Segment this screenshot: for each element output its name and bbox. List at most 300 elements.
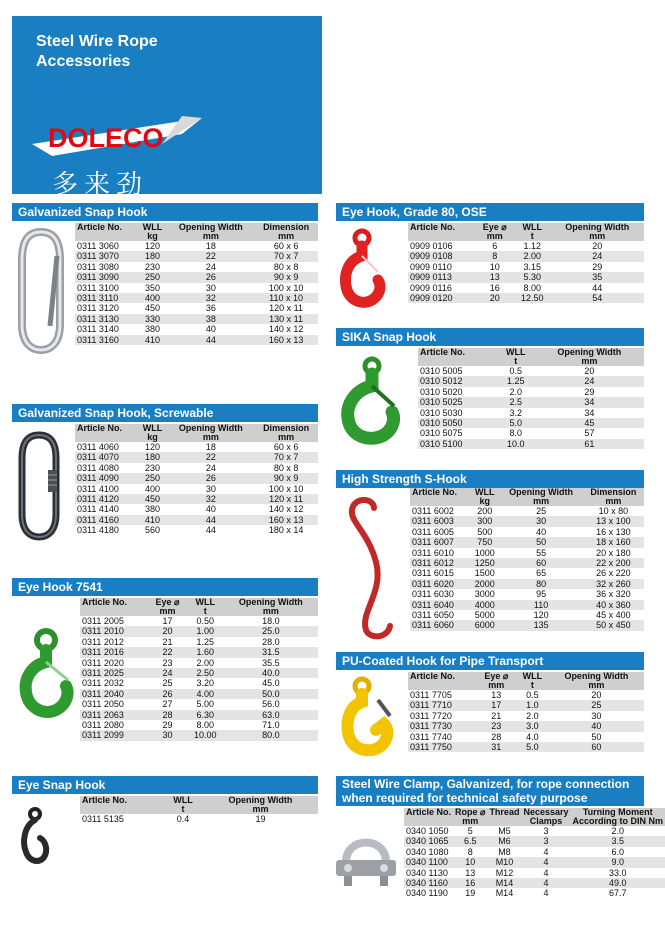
table-row [80,699,318,709]
spec-value: 1500 [470,568,499,578]
spec-value: 34 [535,397,644,407]
spec-value: 24 [168,262,255,272]
table-eye-hook-grade-80 [408,223,644,303]
spec-value: 29 [535,387,644,397]
spec-value: 2.00 [187,658,224,668]
article-number: 0311 2016 [80,647,148,657]
article-number: 0311 6010 [410,548,470,558]
table-row [75,494,318,504]
spec-value: 29 [148,720,187,730]
header-row [75,424,318,442]
spec-value: 95 [499,589,582,599]
header-row [418,348,644,366]
article-number: 0311 7720 [408,711,477,721]
table-row [75,504,318,514]
spec-value: 18 [168,442,255,452]
article-number: 0311 7705 [408,690,477,700]
article-number: 0311 4180 [75,525,138,535]
spec-value: 160 x 13 [254,515,318,525]
table-row [404,836,665,846]
brand-block [12,16,322,200]
spec-value: 20 [148,626,187,636]
table-row [75,272,318,282]
spec-value: 22 [148,647,187,657]
spec-value: 80 x 8 [254,262,318,272]
article-number: 0310 5075 [418,428,497,438]
table-row [404,868,665,878]
article-number: 0311 6003 [410,516,470,526]
screwable-snap-hook-image [14,430,64,542]
spec-value: 1.25 [497,376,535,386]
spec-value: 24 [148,668,187,678]
spec-value: M14 [487,888,521,898]
section-title: Galvanized Snap Hook [12,203,318,221]
table-row [408,241,644,251]
spec-value: 13 [475,272,513,282]
spec-value: 5 [453,826,487,836]
table-row [75,262,318,272]
table-row [410,589,644,599]
table-row [404,878,665,888]
spec-value: 0.5 [497,366,535,376]
table-row [418,376,644,386]
spec-value: 3.2 [497,408,535,418]
column-header: Dimension mm [254,223,318,241]
table-body [408,241,644,303]
spec-value: 80 x 8 [254,463,318,473]
header-row [410,488,644,506]
spec-value: 38 [168,314,255,324]
article-number: 0311 3110 [75,293,138,303]
column-header: WLL kg [138,223,168,241]
article-number: 0311 7730 [408,721,477,731]
spec-value: 67.7 [571,888,665,898]
article-number: 0311 6005 [410,527,470,537]
spec-value: 17 [148,616,187,626]
spec-value: 5.00 [187,699,224,709]
table-row [410,548,644,558]
section-title: PU-Coated Hook for Pipe Transport [336,652,644,670]
section-title: Eye Snap Hook [12,776,318,794]
table-row [408,251,644,261]
spec-value: 23 [477,721,516,731]
table-row [75,525,318,535]
column-header: Opening Width mm [550,223,644,241]
spec-value: 100 x 10 [254,484,318,494]
table-row [408,742,644,752]
article-number: 0310 5100 [418,439,497,449]
spec-value: 300 [470,516,499,526]
spec-value: 80 [499,579,582,589]
table-row [404,847,665,857]
article-number: 0340 1065 [404,836,453,846]
table-row [75,251,318,261]
table-row [410,620,644,630]
column-header: Article No. [75,424,138,442]
spec-value: 1.25 [187,637,224,647]
article-number: 0311 3140 [75,324,138,334]
column-header: Opening Width mm [499,488,582,506]
spec-value: 25.0 [224,626,318,636]
spec-value: 20 [475,293,513,303]
spec-value: 4 [521,847,570,857]
table-row [75,335,318,345]
spec-value: 50.0 [224,689,318,699]
spec-value: 28 [148,710,187,720]
spec-value: M6 [487,836,521,846]
article-number: 0909 0108 [408,251,475,261]
article-number: 0311 6012 [410,558,470,568]
table-row [75,484,318,494]
table-body [404,826,665,899]
spec-value: 4.0 [516,732,549,742]
spec-value: 180 x 14 [254,525,318,535]
table-row [404,857,665,867]
spec-value: 410 [138,335,168,345]
spec-value: 8.00 [187,720,224,730]
table-row [408,293,644,303]
spec-value: 180 [138,452,168,462]
spec-value: 410 [138,515,168,525]
article-number: 0340 1080 [404,847,453,857]
column-header: Dimension mm [583,488,644,506]
spec-value: 32 [168,494,255,504]
column-header: Opening Width mm [224,598,318,616]
table-galvanized-snap-hook [75,223,318,345]
article-number: 0340 1160 [404,878,453,888]
svg-text:DOLECO: DOLECO [48,123,164,153]
spec-value: 2.0 [571,826,665,836]
spec-value: 4.00 [187,689,224,699]
spec-value: 60 [499,558,582,568]
table-body [80,616,318,741]
article-number: 0311 3100 [75,283,138,293]
article-number: 0311 2040 [80,689,148,699]
spec-value: 25 [549,700,644,710]
spec-value: 750 [470,537,499,547]
table-high-strength-s-hook [410,488,644,631]
spec-value: 23 [148,658,187,668]
sika-snap-hook-image [338,356,404,448]
spec-value: 80.0 [224,730,318,740]
spec-value: 4000 [470,600,499,610]
spec-value: 56.0 [224,699,318,709]
spec-value: 36 [168,303,255,313]
spec-value: 6.5 [453,836,487,846]
table-row [410,527,644,537]
spec-value: 1.0 [516,700,549,710]
column-header: Opening Width mm [168,424,255,442]
section-high-strength-s-hook [336,470,644,488]
table-row [75,283,318,293]
spec-value: 30 [168,283,255,293]
article-number: 0340 1130 [404,868,453,878]
article-number: 0311 3070 [75,251,138,261]
spec-value: 55 [499,548,582,558]
article-number: 0311 6020 [410,579,470,589]
spec-value: 120 [138,442,168,452]
spec-value: 17 [477,700,516,710]
table-row [75,442,318,452]
spec-value: 45 x 400 [583,610,644,620]
snap-hook-image [12,226,70,356]
table-row [80,720,318,730]
spec-value: 140 x 12 [254,324,318,334]
table-row [80,616,318,626]
table-row [80,637,318,647]
spec-value: 16 [453,878,487,888]
table-row [418,397,644,407]
spec-value: 13 x 100 [583,516,644,526]
spec-value: 6.0 [571,847,665,857]
section-eye-snap-hook [12,776,318,794]
article-number: 0311 2010 [80,626,148,636]
spec-value: 26 x 220 [583,568,644,578]
column-header: WLL t [516,672,549,690]
spec-value: 4 [521,868,570,878]
spec-value: 57 [535,428,644,438]
spec-value: 400 [138,484,168,494]
section-title: High Strength S-Hook [336,470,644,488]
spec-value: 71.0 [224,720,318,730]
spec-value: 40 [168,504,255,514]
spec-value: 33.0 [571,868,665,878]
spec-value: 8.00 [514,283,551,293]
spec-value: 16 x 130 [583,527,644,537]
column-header: Dimension mm [254,424,318,442]
spec-value: 65 [499,568,582,578]
article-number: 0311 6002 [410,506,470,516]
spec-value: 22 [168,251,255,261]
article-number: 0909 0110 [408,262,475,272]
spec-value: 330 [138,314,168,324]
article-number: 0311 4120 [75,494,138,504]
column-header: Opening Width mm [168,223,255,241]
table-row [75,293,318,303]
table-row [410,600,644,610]
column-header: Opening Width mm [203,796,318,814]
eye-hook-green-image [16,628,76,720]
spec-value: 16 [475,283,513,293]
spec-value: 44 [168,525,255,535]
spec-value: 3.5 [571,836,665,846]
section-sika-snap-hook [336,328,644,346]
table-row [75,463,318,473]
header-row [80,598,318,616]
table-eye-snap-hook [80,796,318,824]
spec-value: 400 [138,293,168,303]
spec-value: 35.5 [224,658,318,668]
article-number: 0311 4070 [75,452,138,462]
spec-value: 135 [499,620,582,630]
header-row [75,223,318,241]
eye-snap-hook-image [20,806,50,868]
table-row [80,730,318,740]
table-row [410,516,644,526]
table-row [80,689,318,699]
spec-value: 28.0 [224,637,318,647]
spec-value: 8 [453,847,487,857]
pu-coated-hook-image [340,676,396,762]
table-row [408,732,644,742]
article-number: 0310 5025 [418,397,497,407]
spec-value: 21 [477,711,516,721]
spec-value: 24 [550,251,644,261]
spec-value: 24 [535,376,644,386]
section-eye-hook-7541 [12,578,318,596]
column-header: Article No. [408,672,477,690]
table-row [80,658,318,668]
spec-value: 250 [138,473,168,483]
article-number: 0311 5135 [80,814,163,824]
table-row [410,558,644,568]
table-row [418,387,644,397]
spec-value: 160 x 13 [254,335,318,345]
column-header: Eye ⌀ mm [477,672,516,690]
spec-value: 200 [470,506,499,516]
spec-value: M14 [487,878,521,888]
spec-value: 2.00 [514,251,551,261]
spec-value: 0.50 [187,616,224,626]
column-header: Article No. [408,223,475,241]
table-row [75,241,318,251]
spec-value: 10.00 [187,730,224,740]
spec-value: 500 [470,527,499,537]
spec-value: 61 [535,439,644,449]
spec-value: 44 [168,515,255,525]
spec-value: M12 [487,868,521,878]
table-row [80,668,318,678]
spec-value: 18.0 [224,616,318,626]
article-number: 0909 0116 [408,283,475,293]
spec-value: 18 x 160 [583,537,644,547]
spec-value: 13 [453,868,487,878]
section-steel-wire-clamp [336,776,644,806]
article-number: 0311 2080 [80,720,148,730]
table-body [410,506,644,631]
spec-value: 45 [535,418,644,428]
article-number: 0909 0120 [408,293,475,303]
spec-value: 3.15 [514,262,551,272]
table-row [410,579,644,589]
table-steel-wire-clamp [404,808,665,899]
article-number: 0311 2005 [80,616,148,626]
spec-value: 450 [138,494,168,504]
article-number: 0310 5030 [418,408,497,418]
section-pu-coated-hook [336,652,644,670]
article-number: 0311 7710 [408,700,477,710]
spec-value: 25 [148,678,187,688]
spec-value: 10 [453,857,487,867]
table-row [418,428,644,438]
spec-value: 40 x 360 [583,600,644,610]
table-row [75,324,318,334]
spec-value: 2000 [470,579,499,589]
header-row [408,672,644,690]
eye-hook-red-image [338,228,386,312]
wire-clamp-image [330,822,402,888]
article-number: 0311 3120 [75,303,138,313]
section-title: Steel Wire Clamp, Galvanized, for rope connection when required for technical safety purpose [336,776,644,806]
spec-value: 70 x 7 [254,251,318,261]
section-title: Eye Hook, Grade 80, OSE [336,203,644,221]
spec-value: 20 [549,690,644,700]
article-number: 0310 5005 [418,366,497,376]
article-number: 0311 4140 [75,504,138,514]
table-body [75,442,318,536]
spec-value: 32 x 260 [583,579,644,589]
article-number: 0311 6060 [410,620,470,630]
spec-value: 35 [550,272,644,282]
brand-chinese-name: 多来劲 [52,170,149,200]
column-header: WLL t [163,796,203,814]
spec-value: 32 [168,293,255,303]
article-number: 0340 1190 [404,888,453,898]
spec-value: 10 x 80 [583,506,644,516]
spec-value: 120 x 11 [254,303,318,313]
spec-value: 2.5 [497,397,535,407]
article-number: 0311 4100 [75,484,138,494]
column-header: Opening Width mm [535,348,644,366]
spec-value: 30 [499,516,582,526]
spec-value: 120 [138,241,168,251]
column-header: WLL t [497,348,535,366]
article-number: 0311 4090 [75,473,138,483]
spec-value: 40 [499,527,582,537]
table-row [75,473,318,483]
spec-value: 28 [477,732,516,742]
article-number: 0311 3060 [75,241,138,251]
spec-value: 12.50 [514,293,551,303]
spec-value: 8 [475,251,513,261]
table-row [404,826,665,836]
spec-value: 20 x 180 [583,548,644,558]
spec-value: 100 x 10 [254,283,318,293]
column-header: Turning Moment According to DIN Nm [572,807,664,826]
table-row [408,721,644,731]
table-row [410,610,644,620]
spec-value: M8 [487,847,521,857]
article-number: 0311 6040 [410,600,470,610]
table-row [80,710,318,720]
table-row [75,314,318,324]
spec-value: 49.0 [571,878,665,888]
spec-value: 120 x 11 [254,494,318,504]
article-number: 0311 3130 [75,314,138,324]
column-header: WLL t [187,598,224,616]
spec-value: 54 [550,293,644,303]
table-row [418,418,644,428]
spec-value: 3 [521,826,570,836]
article-number: 0310 5020 [418,387,497,397]
spec-value: 19 [203,814,318,824]
doleco-logo [32,114,202,160]
spec-value: 6.30 [187,710,224,720]
spec-value: 230 [138,463,168,473]
spec-value: 26 [148,689,187,699]
column-header: WLL t [514,223,551,241]
spec-value: 1.00 [187,626,224,636]
spec-value: 50 [499,537,582,547]
table-row [404,888,665,898]
spec-value: 40 [549,721,644,731]
table-row [408,272,644,282]
spec-value: 110 x 10 [254,293,318,303]
spec-value: 13 [477,690,516,700]
spec-value: 3.20 [187,678,224,688]
spec-value: 50 x 450 [583,620,644,630]
article-number: 0311 4060 [75,442,138,452]
